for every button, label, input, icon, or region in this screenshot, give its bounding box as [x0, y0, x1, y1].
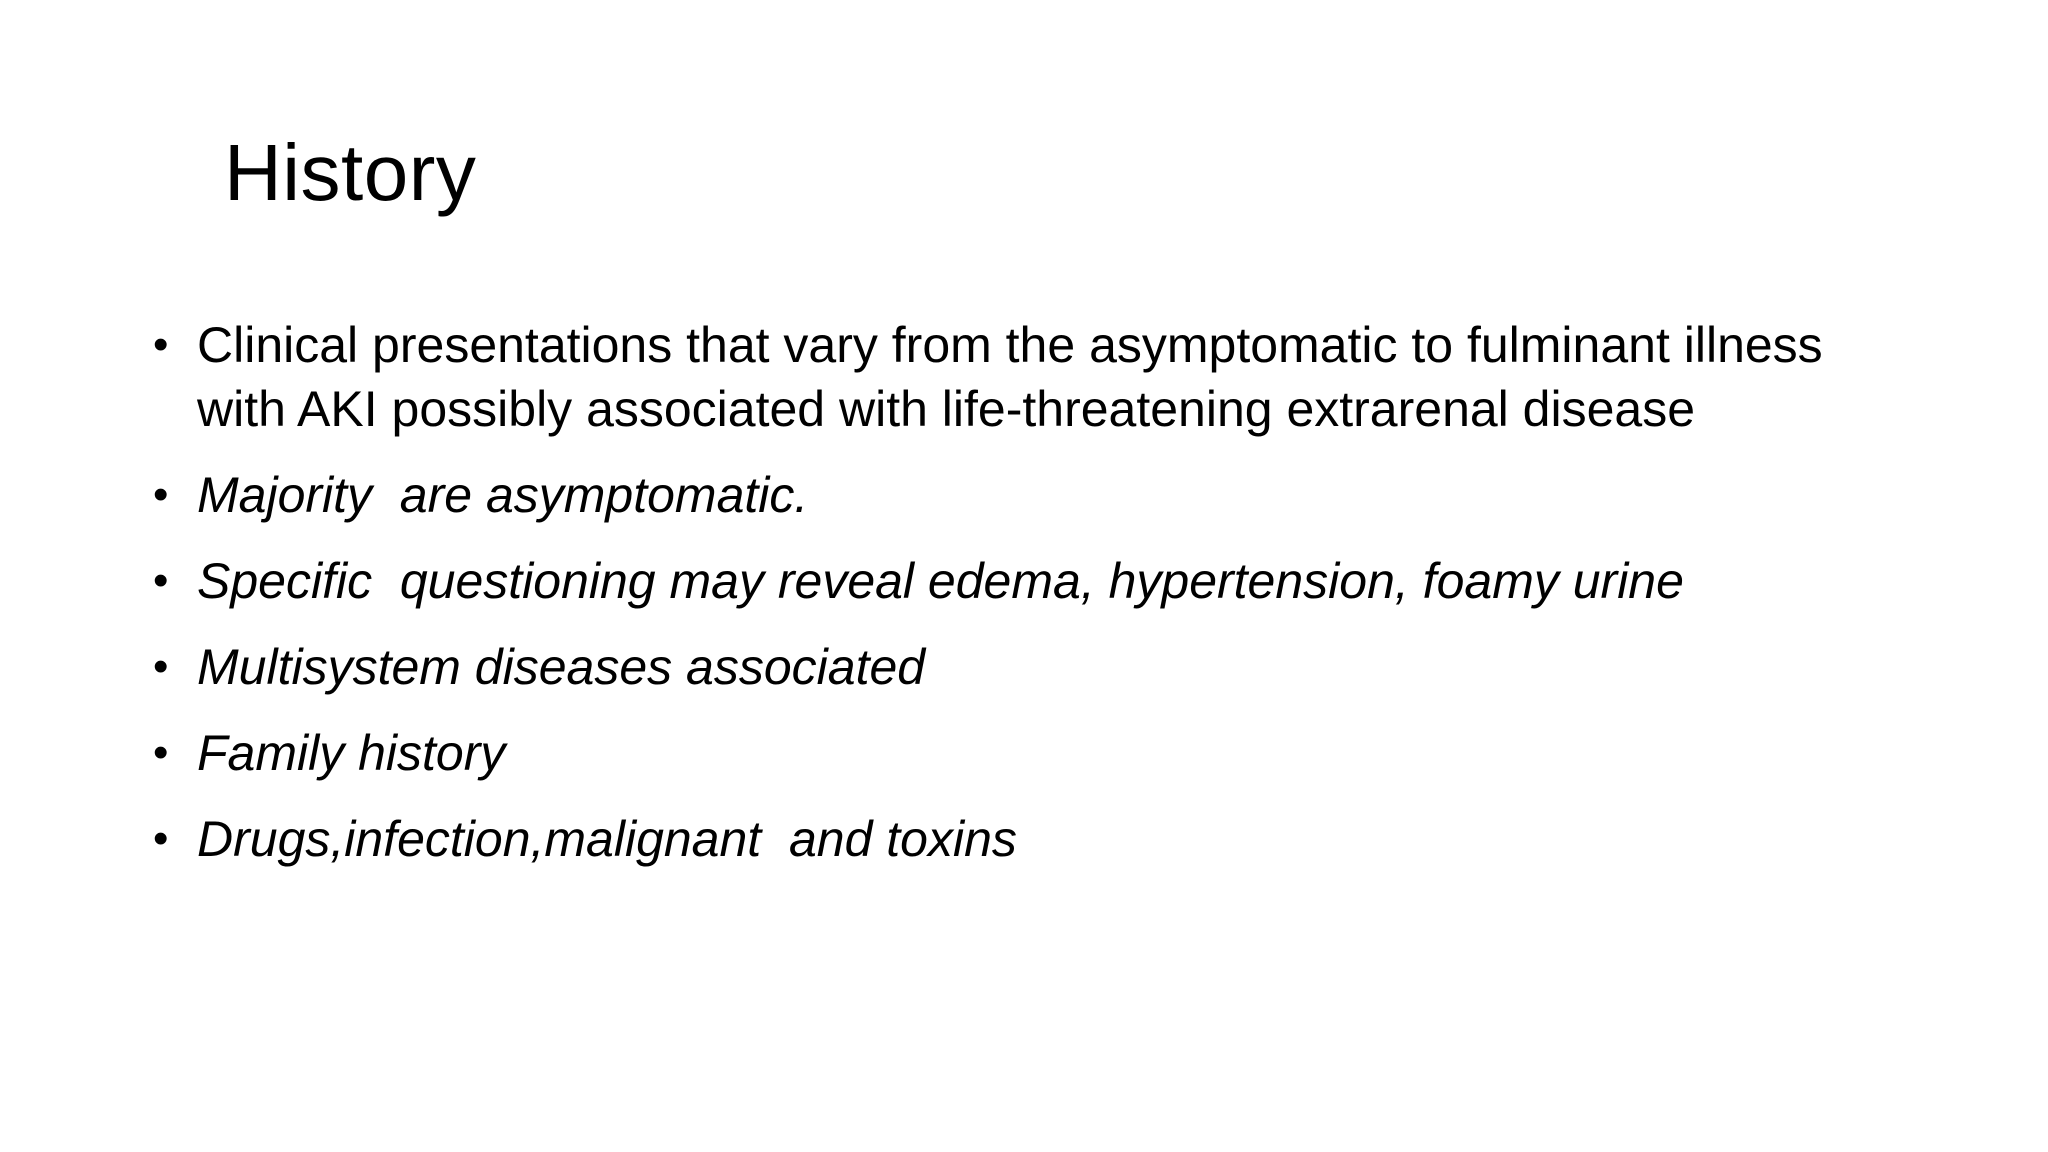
- bullet-list: [153, 313, 1913, 893]
- bullet-item: [153, 721, 1913, 785]
- bullet-text: Drugs,infection,malignant and toxins: [197, 811, 1017, 867]
- bullet-item: [153, 463, 1913, 527]
- bullet-text: Multisystem diseases associated: [197, 639, 926, 695]
- bullet-text: Family history: [197, 725, 506, 781]
- bullet-item: [153, 549, 1913, 613]
- bullet-item: [153, 313, 1913, 441]
- bullet-icon: •: [153, 320, 169, 369]
- bullet-item: [153, 807, 1913, 871]
- bullet-icon: •: [153, 556, 169, 605]
- bullet-text: Majority are asymptomatic.: [197, 467, 809, 523]
- bullet-icon: •: [153, 728, 169, 777]
- slide-title: History: [224, 128, 477, 217]
- bullet-icon: •: [153, 470, 169, 519]
- bullet-text: Clinical presentations that vary from the asymptomatic to fulminant illness with AKI possibly associated with life-threatening extrarenal disease: [197, 317, 1837, 437]
- bullet-item: [153, 635, 1913, 699]
- bullet-icon: •: [153, 642, 169, 691]
- bullet-text: Specific questioning may reveal edema, hypertension, foamy urine: [197, 553, 1684, 609]
- bullet-icon: •: [153, 814, 169, 863]
